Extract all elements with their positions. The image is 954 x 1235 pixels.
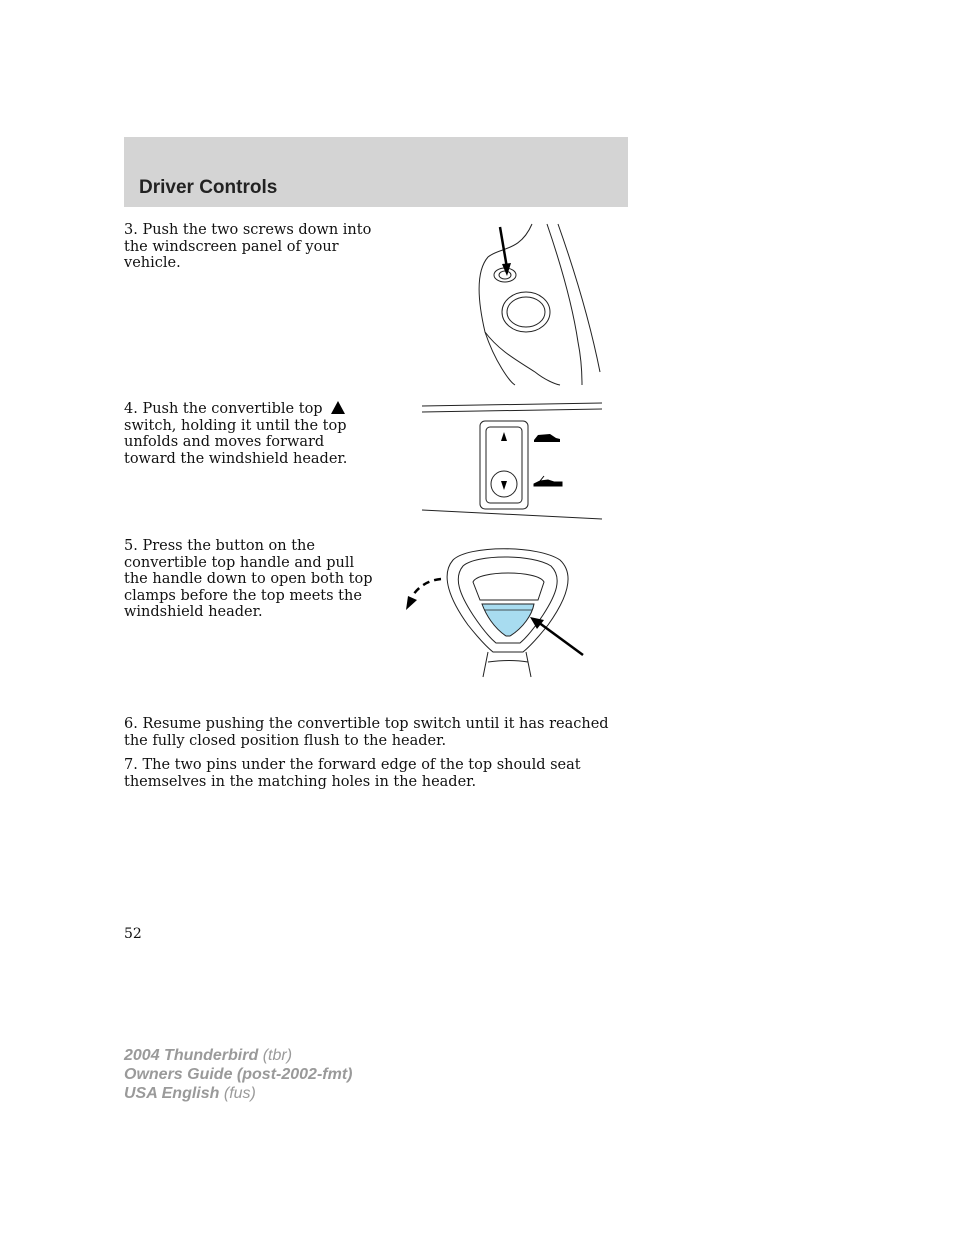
footer-model-code: (tbr) [262,1047,293,1064]
convertible-top-switch-illustration [420,398,605,523]
page-number: 52 [124,926,142,942]
step-5-text: 5. Press the button on the convertible top handle and pull the handle down to open both top clamps before the top meets the windshield header. [124,538,373,620]
windscreen-screw-illustration [460,222,610,387]
convertible-top-handle-illustration [398,540,593,680]
footer-language: USA English [124,1085,220,1102]
footer-line-2 [124,1065,352,1084]
footer-line-1 [124,1046,352,1065]
step-4-text-end: switch, holding it until the top unfolds and moves forward toward the windshield header. [124,417,348,467]
step-4-text [124,401,374,467]
up-triangle-icon [331,401,345,414]
step-7-text: 7. The two pins under the forward edge of the top should seat themselves in the matching holes in the header. [124,757,581,790]
footer-guide: Owners Guide (post-2002-fmt) [124,1066,353,1083]
step-3-text: 3. Push the two screws down into the windscreen panel of your vehicle. [124,222,372,271]
step-4-text-start: 4. Push the convertible top [124,401,323,417]
section-title: Driver Controls [139,177,278,198]
footer-language-code: (fus) [223,1085,256,1102]
footer-line-3 [124,1084,352,1103]
step-6-text: 6. Resume pushing the convertible top switch until it has reached the fully closed position flush to the header. [124,716,609,749]
section-header-band [124,137,628,207]
document-footer [124,1046,352,1103]
footer-model: 2004 Thunderbird [124,1047,259,1064]
